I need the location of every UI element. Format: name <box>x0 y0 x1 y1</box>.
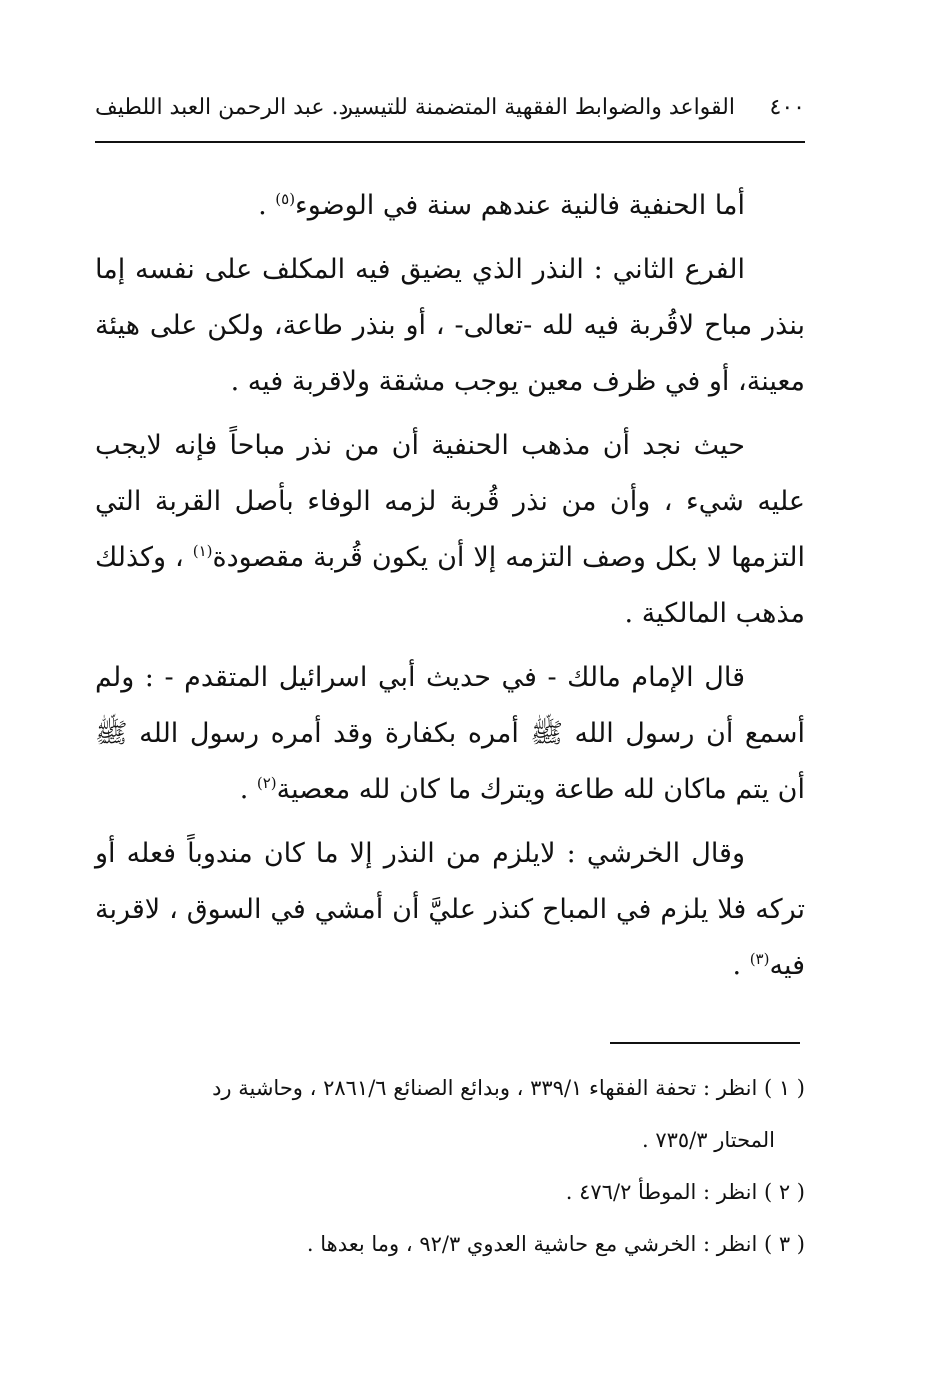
paragraph-5-text: وقال الخرشي : لايلزم من النذر إلا ما كان مندوباً فعله أو تركه فلا يلزم في المباح كنذر عليَّ أن أمشي في السوق ، لاقربة فيه <box>95 838 805 981</box>
footnote-2-line-1: ( ٢ ) انظر : الموطأ ٤٧٦/٢ . <box>565 1180 805 1204</box>
paragraph-4 <box>95 650 805 818</box>
paragraph-1 <box>95 178 805 234</box>
book-title: القواعد والضوابط الفقهية المتضمنة للتيسير <box>342 95 735 120</box>
author-name: د. عبد الرحمن العبد اللطيف <box>95 95 349 120</box>
paragraph-1-end: . <box>258 190 276 221</box>
footnote-1 <box>95 1062 805 1166</box>
header-divider <box>95 141 805 143</box>
footnote-ref-3: (٣) <box>749 950 770 968</box>
main-text <box>95 178 805 1002</box>
paragraph-2-text: الفرع الثاني : النذر الذي يضيق فيه المكلف على نفسه إما بنذر مباح لاقُربة فيه لله -تعالى- ، أو بنذر طاعة، ولكن على هيئة معينة، أو في ظرف معين يوجب مشقة ولاقربة فيه . <box>95 254 805 397</box>
footnote-1-line-1: ( ١ ) انظر : تحفة الفقهاء ٣٣٩/١ ، وبدائع الصنائع ٢٨٦١/٦ ، وحاشية رد <box>212 1076 805 1100</box>
footnotes <box>95 1062 805 1270</box>
paragraph-4-end: . <box>239 774 257 805</box>
paragraph-5 <box>95 826 805 994</box>
paragraph-1-text: أما الحنفية فالنية عندهم سنة في الوضوء <box>295 190 745 221</box>
page-number: ٤٠٠ <box>769 95 805 120</box>
paragraph-3-text-a: حيث نجد أن مذهب الحنفية أن من نذر مباحاً فإنه لايجب عليه شيء ، وأن من نذر قُربة لزمه الوفاء بأصل القربة التي التزمها لا بكل وصف التزمه إلا أن يكون قُربة مقصودة <box>95 430 805 573</box>
footnote-1-line-2: المحتار ٧٣٥/٣ . <box>641 1128 775 1152</box>
footnote-2 <box>95 1166 805 1218</box>
footnote-ref-2: (٢) <box>256 774 277 792</box>
footnote-divider <box>610 1042 800 1044</box>
running-header <box>95 88 805 128</box>
paragraph-4-text: قال الإمام مالك - في حديث أبي اسرائيل المتقدم - : ولم أسمع أن رسول الله ﷺ أمره بكفارة وقد أمره رسول الله ﷺ أن يتم ماكان لله طاعة ويترك ما كان لله معصية <box>95 662 805 805</box>
footnote-ref-1: (١) <box>192 542 213 560</box>
footnote-ref-5: (٥) <box>275 190 296 208</box>
paragraph-3 <box>95 418 805 642</box>
paragraph-2 <box>95 242 805 410</box>
footnote-3-line-1: ( ٣ ) انظر : الخرشي مع حاشية العدوي ٩٢/٣ ، وما بعدها . <box>306 1232 805 1256</box>
paragraph-3-text-b: ، وكذلك مذهب المالكية . <box>95 542 805 629</box>
paragraph-5-end: . <box>732 950 750 981</box>
footnote-3 <box>95 1218 805 1270</box>
